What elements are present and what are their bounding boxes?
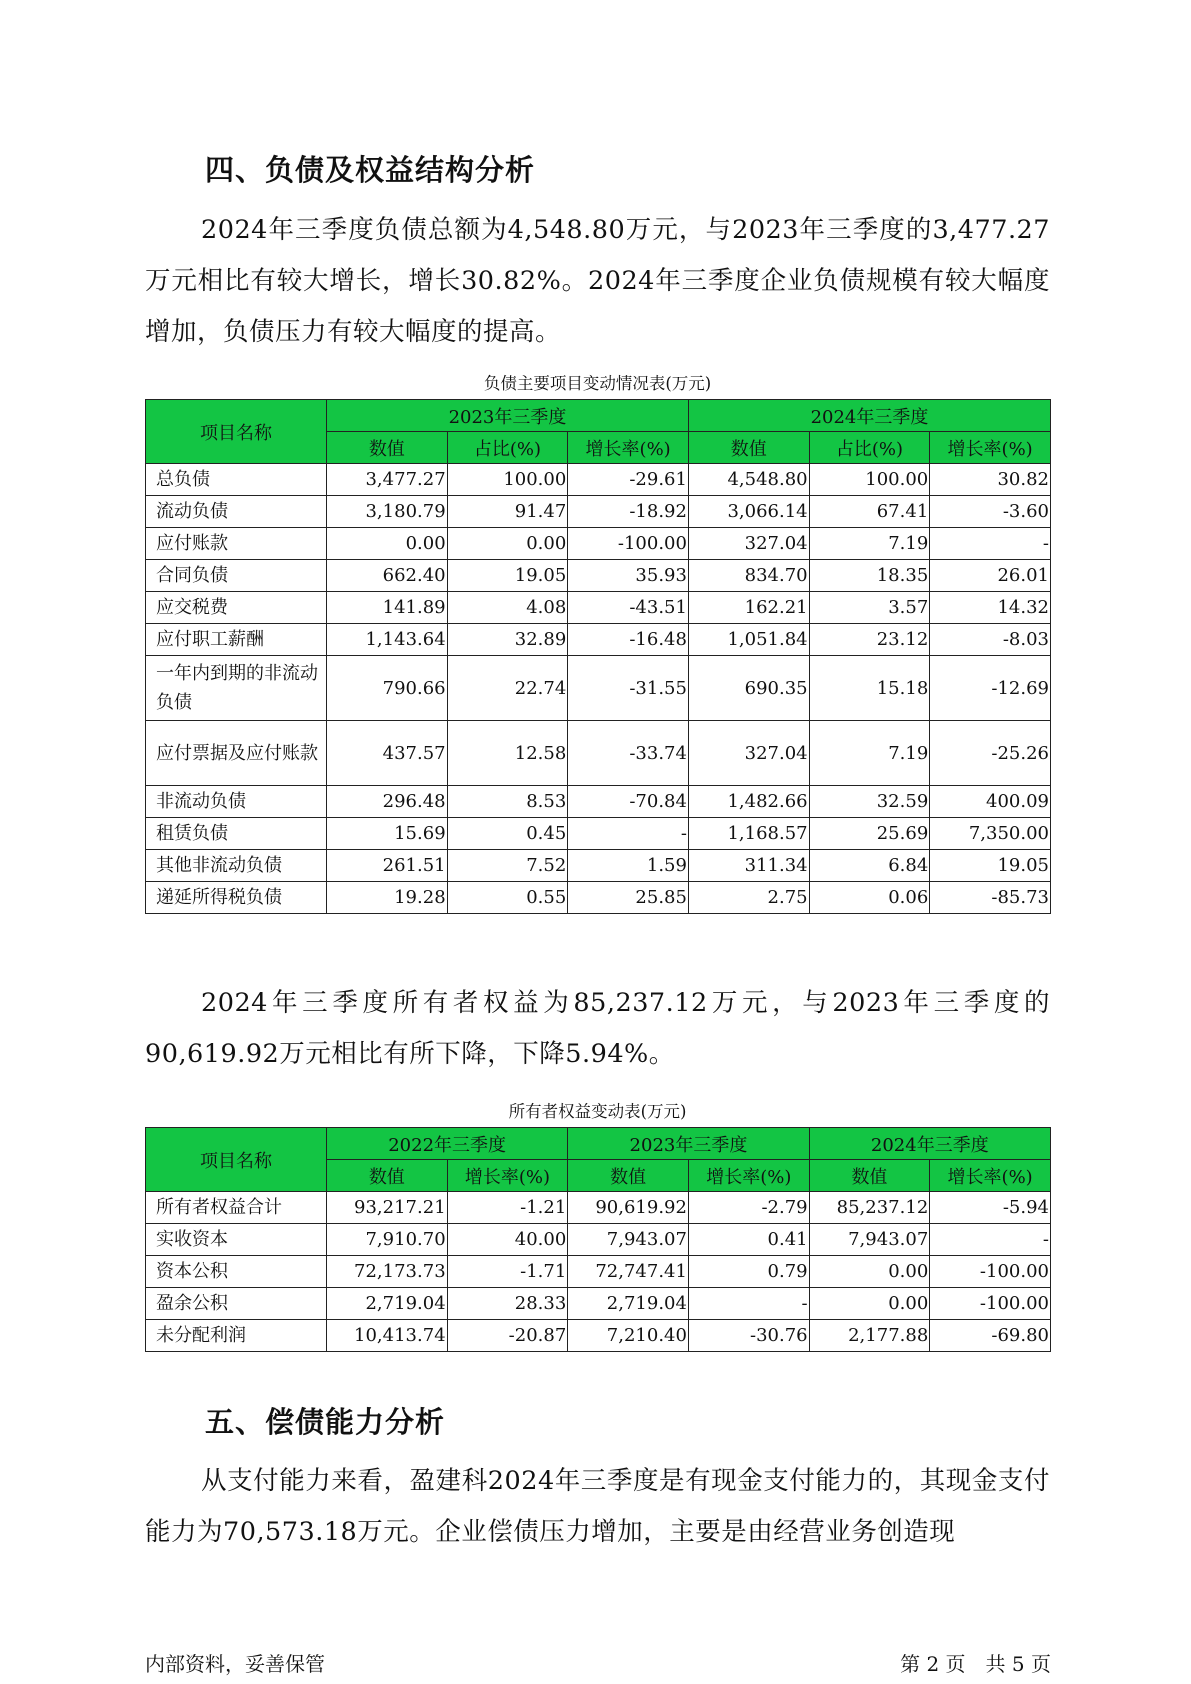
cell-value: 2,177.88	[809, 1320, 930, 1352]
row-label: 实收资本	[146, 1224, 327, 1256]
cell-value: -69.80	[930, 1320, 1051, 1352]
table-row	[146, 1256, 1051, 1288]
cell-value: 162.21	[688, 592, 809, 624]
cell-value: -16.48	[568, 624, 689, 656]
cell-value: -33.74	[568, 721, 689, 786]
header-period: 2022年三季度	[326, 1128, 567, 1160]
cell-value: 3,066.14	[688, 496, 809, 528]
header-item-name: 项目名称	[146, 1128, 327, 1192]
cell-value: 72,173.73	[326, 1256, 447, 1288]
liabilities-table	[145, 399, 1051, 914]
table-row	[146, 882, 1051, 914]
cell-value: 662.40	[326, 560, 447, 592]
column-header: 数值	[568, 1160, 689, 1192]
cell-value: 91.47	[447, 496, 568, 528]
table-caption: 所有者权益变动表(万元)	[508, 1102, 687, 1121]
cell-value: 7,910.70	[326, 1224, 447, 1256]
cell-value: 0.00	[809, 1288, 930, 1320]
row-label: 流动负债	[146, 496, 327, 528]
cell-value: -8.03	[930, 624, 1051, 656]
cell-value: 32.89	[447, 624, 568, 656]
column-header: 增长率(%)	[568, 432, 689, 464]
cell-value: 4.08	[447, 592, 568, 624]
cell-value: -31.55	[568, 656, 689, 721]
row-label: 租赁负债	[146, 818, 327, 850]
cell-value: -85.73	[930, 882, 1051, 914]
column-header: 数值	[326, 432, 447, 464]
column-header: 数值	[688, 432, 809, 464]
cell-value: 32.59	[809, 786, 930, 818]
cell-value: 7.19	[809, 721, 930, 786]
cell-value: 400.09	[930, 786, 1051, 818]
row-label: 所有者权益合计	[146, 1192, 327, 1224]
cell-value: 2.75	[688, 882, 809, 914]
cell-value: 85,237.12	[809, 1192, 930, 1224]
row-label: 应付职工薪酬	[146, 624, 327, 656]
cell-value: -	[930, 1224, 1051, 1256]
row-label: 未分配利润	[146, 1320, 327, 1352]
cell-value: 25.85	[568, 882, 689, 914]
cell-value: 7.52	[447, 850, 568, 882]
cell-value: 67.41	[809, 496, 930, 528]
row-label: 应付账款	[146, 528, 327, 560]
cell-value: 2,719.04	[326, 1288, 447, 1320]
cell-value: 6.84	[809, 850, 930, 882]
cell-value: -3.60	[930, 496, 1051, 528]
section-heading: 四、负债及权益结构分析	[205, 153, 536, 187]
cell-value: -1.71	[447, 1256, 568, 1288]
row-label: 应交税费	[146, 592, 327, 624]
column-header: 增长率(%)	[930, 432, 1051, 464]
equity-table	[145, 1127, 1051, 1352]
cell-value: 2,719.04	[568, 1288, 689, 1320]
header-item-name: 项目名称	[146, 400, 327, 464]
footer-page-number: 第 2 页 共 5 页	[900, 1652, 1051, 1676]
table-row	[146, 1224, 1051, 1256]
column-header: 增长率(%)	[447, 1160, 568, 1192]
cell-value: 12.58	[447, 721, 568, 786]
cell-value: 19.05	[447, 560, 568, 592]
cell-value: 8.53	[447, 786, 568, 818]
row-label: 总负债	[146, 464, 327, 496]
table-row	[146, 528, 1051, 560]
column-header: 数值	[809, 1160, 930, 1192]
table-caption: 负债主要项目变动情况表(万元)	[483, 374, 712, 393]
cell-value: 834.70	[688, 560, 809, 592]
cell-value: 14.32	[930, 592, 1051, 624]
cell-value: -70.84	[568, 786, 689, 818]
cell-value: 93,217.21	[326, 1192, 447, 1224]
row-label: 一年内到期的非流动负债	[146, 656, 327, 721]
cell-value: 0.00	[447, 528, 568, 560]
paragraph: 2024年三季度负债总额为4,548.80万元，与2023年三季度的3,477.27万元相比有较大增长，增长30.82%。2024年三季度企业负债规模有较大幅度增加，负债压力有较大幅度的提高。	[145, 215, 1050, 347]
header-period: 2023年三季度	[568, 1128, 809, 1160]
column-header: 占比(%)	[809, 432, 930, 464]
table-row	[146, 656, 1051, 721]
cell-value: -1.21	[447, 1192, 568, 1224]
paragraph: 2024年三季度所有者权益为85,237.12万元，与2023年三季度的90,619.92万元相比有所下降，下降5.94%。	[145, 988, 1050, 1069]
row-label: 应付票据及应付账款	[146, 721, 327, 786]
cell-value: -20.87	[447, 1320, 568, 1352]
cell-value: 3.57	[809, 592, 930, 624]
cell-value: 19.05	[930, 850, 1051, 882]
cell-value: 72,747.41	[568, 1256, 689, 1288]
table-row	[146, 560, 1051, 592]
row-label: 递延所得税负债	[146, 882, 327, 914]
cell-value: 3,180.79	[326, 496, 447, 528]
paragraph: 从支付能力来看，盈建科2024年三季度是有现金支付能力的，其现金支付能力为70,573.18万元。企业偿债压力增加，主要是由经营业务创造现	[145, 1466, 1050, 1547]
row-label: 其他非流动负债	[146, 850, 327, 882]
cell-value: 4,548.80	[688, 464, 809, 496]
table-row	[146, 786, 1051, 818]
cell-value: -30.76	[688, 1320, 809, 1352]
cell-value: -2.79	[688, 1192, 809, 1224]
cell-value: 0.00	[326, 528, 447, 560]
section-heading: 五、偿债能力分析	[205, 1405, 446, 1439]
cell-value: 28.33	[447, 1288, 568, 1320]
cell-value: 261.51	[326, 850, 447, 882]
cell-value: 90,619.92	[568, 1192, 689, 1224]
cell-value: 690.35	[688, 656, 809, 721]
cell-value: 311.34	[688, 850, 809, 882]
cell-value: 30.82	[930, 464, 1051, 496]
cell-value: 0.41	[688, 1224, 809, 1256]
table-row	[146, 818, 1051, 850]
cell-value: -	[568, 818, 689, 850]
cell-value: 18.35	[809, 560, 930, 592]
cell-value: 0.06	[809, 882, 930, 914]
cell-value: 7,943.07	[568, 1224, 689, 1256]
cell-value: 7,210.40	[568, 1320, 689, 1352]
cell-value: 40.00	[447, 1224, 568, 1256]
cell-value: -18.92	[568, 496, 689, 528]
cell-value: 100.00	[809, 464, 930, 496]
cell-value: 0.45	[447, 818, 568, 850]
cell-value: 141.89	[326, 592, 447, 624]
cell-value: 19.28	[326, 882, 447, 914]
cell-value: -	[930, 528, 1051, 560]
table-row	[146, 1192, 1051, 1224]
table-row	[146, 1320, 1051, 1352]
footer-confidential-note: 内部资料，妥善保管	[145, 1652, 325, 1676]
cell-value: 10,413.74	[326, 1320, 447, 1352]
cell-value: 35.93	[568, 560, 689, 592]
table-row	[146, 592, 1051, 624]
cell-value: 3,477.27	[326, 464, 447, 496]
cell-value: 1,051.84	[688, 624, 809, 656]
cell-value: 790.66	[326, 656, 447, 721]
cell-value: 327.04	[688, 528, 809, 560]
table-row	[146, 496, 1051, 528]
column-header: 数值	[326, 1160, 447, 1192]
cell-value: 437.57	[326, 721, 447, 786]
column-header: 占比(%)	[447, 432, 568, 464]
cell-value: 1.59	[568, 850, 689, 882]
cell-value: 15.69	[326, 818, 447, 850]
row-label: 资本公积	[146, 1256, 327, 1288]
cell-value: 296.48	[326, 786, 447, 818]
cell-value: 1,143.64	[326, 624, 447, 656]
cell-value: -100.00	[568, 528, 689, 560]
cell-value: -	[688, 1288, 809, 1320]
cell-value: 22.74	[447, 656, 568, 721]
cell-value: -100.00	[930, 1256, 1051, 1288]
cell-value: 25.69	[809, 818, 930, 850]
table-row	[146, 850, 1051, 882]
cell-value: 100.00	[447, 464, 568, 496]
column-header: 增长率(%)	[688, 1160, 809, 1192]
cell-value: 0.55	[447, 882, 568, 914]
column-header: 增长率(%)	[930, 1160, 1051, 1192]
cell-value: -12.69	[930, 656, 1051, 721]
header-period: 2023年三季度	[326, 400, 688, 432]
header-period: 2024年三季度	[688, 400, 1050, 432]
cell-value: -25.26	[930, 721, 1051, 786]
row-label: 非流动负债	[146, 786, 327, 818]
cell-value: -29.61	[568, 464, 689, 496]
cell-value: -100.00	[930, 1288, 1051, 1320]
cell-value: 7,350.00	[930, 818, 1051, 850]
cell-value: 7,943.07	[809, 1224, 930, 1256]
header-period: 2024年三季度	[809, 1128, 1050, 1160]
row-label: 盈余公积	[146, 1288, 327, 1320]
cell-value: 7.19	[809, 528, 930, 560]
cell-value: 327.04	[688, 721, 809, 786]
cell-value: 0.79	[688, 1256, 809, 1288]
cell-value: 26.01	[930, 560, 1051, 592]
cell-value: 15.18	[809, 656, 930, 721]
table-row	[146, 624, 1051, 656]
table-row	[146, 721, 1051, 786]
table-row	[146, 1288, 1051, 1320]
table-row	[146, 464, 1051, 496]
cell-value: 0.00	[809, 1256, 930, 1288]
cell-value: 1,482.66	[688, 786, 809, 818]
cell-value: -5.94	[930, 1192, 1051, 1224]
cell-value: 23.12	[809, 624, 930, 656]
cell-value: 1,168.57	[688, 818, 809, 850]
row-label: 合同负债	[146, 560, 327, 592]
cell-value: -43.51	[568, 592, 689, 624]
